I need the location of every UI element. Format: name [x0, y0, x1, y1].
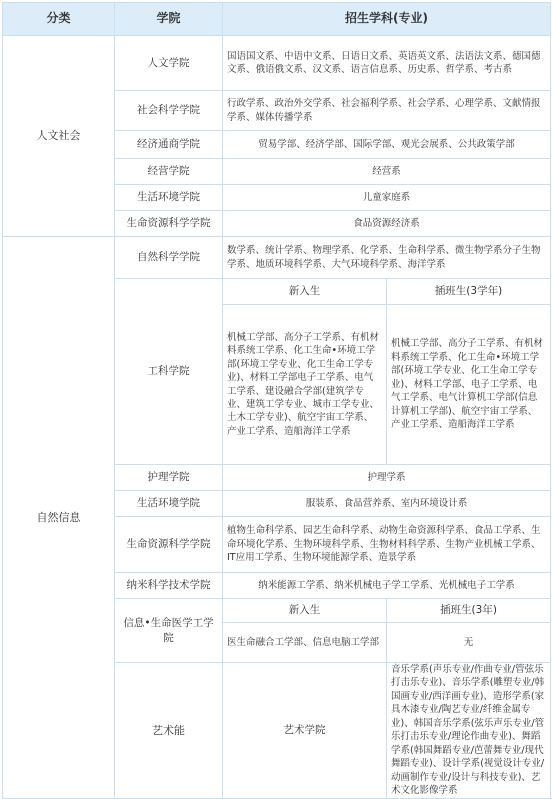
table-row	[3, 36, 551, 91]
college-name: 生命资源科学学院	[115, 211, 223, 237]
college-name: 艺术学院	[223, 663, 387, 799]
freshman-header: 新入生	[223, 279, 387, 305]
college-name: 生活环境学院	[115, 185, 223, 211]
majors-cell: 音乐学系(声乐专业/作曲专业/管弦乐打击乐专业)、音乐学系(雕塑专业/韩国画专业/西洋画专业)、造形学系(家具木漆专业/陶艺专业/纤维金属专业)、韩国音乐学系(弦乐声乐专业/管乐打击乐专业/理论作曲专业)、舞蹈学系(韩国舞蹈专业/芭蕾舞专业/现代舞蹈专业)、设计学系(视觉设计专业/动画制作专业/设计与科技专业)、艺术文化影像学系	[387, 663, 551, 799]
freshman-majors: 医生命融合工学部、信息电脑工学部	[223, 623, 387, 663]
majors-cell: 国语国文系、中语中文系、日语日文系、英语英文系、法语法文系、德国德文系、俄语俄文系、汉文系、语言信息系、历史系、哲学系、考古系	[223, 36, 551, 91]
college-name: 护理学院	[115, 465, 223, 491]
header-college: 学院	[115, 3, 223, 36]
college-name: 自然科学学院	[115, 237, 223, 279]
majors-cell: 行政学系、政治外交学系、社会福利学系、社会学系、心理学系、文献情报学系、媒体传播学系	[223, 91, 551, 131]
freshman-header: 新入生	[223, 599, 387, 623]
transfer-header: 插班生(3学年)	[387, 279, 551, 305]
majors-cell: 数学系、统计学系、物理学系、化学系、生命科学系、微生物学系分子生物学系、地质环境科学系、大气环境科学系、海洋学系	[223, 237, 551, 279]
majors-cell: 服装系、食品营养系、室内环境设计系	[223, 491, 551, 517]
category-humanities: 人文社会	[3, 36, 115, 237]
college-name: 信息•生命医学工学院	[115, 599, 223, 663]
transfer-majors: 无	[387, 623, 551, 663]
college-name: 经济通商学院	[115, 131, 223, 159]
table-row	[3, 237, 551, 279]
transfer-header: 插班生(3年)	[387, 599, 551, 623]
majors-cell: 护理学系	[223, 465, 551, 491]
category-arts: 艺术能	[115, 663, 223, 799]
majors-cell: 植物生命科学系、园艺生命科学系、动物生命资源科学系、食品工学系、生命环境化学系、生物环境科学系、生物材料科学系、生物产业机械工学系、IT应用工学系、生物环境能源学系、造景学系	[223, 517, 551, 573]
majors-cell: 纳米能源工学系、纳米机械电子学工学系、光机械电子工学系	[223, 573, 551, 599]
header-majors: 招生学科(专业)	[223, 3, 551, 36]
college-name: 人文学院	[115, 36, 223, 91]
college-name: 生活环境学院	[115, 491, 223, 517]
majors-cell: 儿童家庭系	[223, 185, 551, 211]
freshman-majors: 机械工学部、高分子工学系、有机材料系统工学系、化工生命•环境工学部(环境工学专业、化工生命工学专业)、材料工学部电子工学系、电气工学系、建设融合学部(建筑学专业、建筑工学专业、城市工学专业、土木工学专业)、航空宇宙工学系、产业工学系、造船海洋工学系	[223, 305, 387, 465]
college-name: 社会科学学院	[115, 91, 223, 131]
college-name: 纳米科学技术学院	[115, 573, 223, 599]
header-category: 分类	[3, 3, 115, 36]
majors-cell: 经营系	[223, 159, 551, 185]
majors-cell: 食品资源经济系	[223, 211, 551, 237]
category-science: 自然信息	[3, 237, 115, 799]
college-name: 生命资源科学学院	[115, 517, 223, 573]
college-name: 工科学院	[115, 279, 223, 465]
college-name: 经营学院	[115, 159, 223, 185]
transfer-majors: 机械工学部、高分子工学系、有机材料系统工学系、化工生命•环境工学部(环境工学专业、化工生命工学专业)、材料工学部、电子工学系、电气工学系、电气计算机工学部(信息计算机工学部)、航空宇宙工学系、产业工学系、造船海洋工学系	[387, 305, 551, 465]
admissions-table	[2, 2, 551, 799]
majors-cell: 贸易学部、经济学部、国际学部、观光会展系、公共政策学部	[223, 131, 551, 159]
